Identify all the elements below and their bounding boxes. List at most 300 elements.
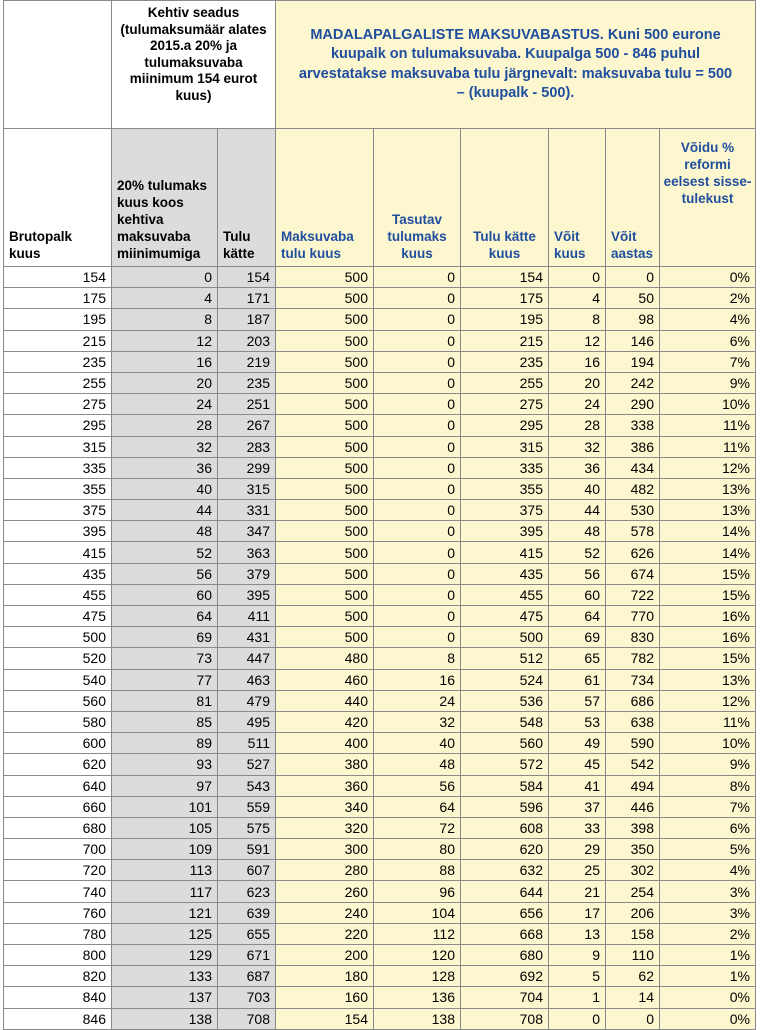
cell-gain-month: 33 (549, 817, 606, 838)
tax-table (3, 0, 756, 1030)
cell-tax-free-income: 460 (276, 669, 374, 690)
cell-gain-percent: 14% (660, 542, 756, 563)
cell-gain-year: 302 (606, 860, 660, 881)
cell-payable-tax: 40 (374, 733, 461, 754)
cell-gain-month: 28 (549, 415, 606, 436)
cell-brutopalk: 820 (4, 966, 112, 987)
table-row (4, 267, 756, 288)
cell-gain-year: 254 (606, 881, 660, 902)
cell-payable-tax: 88 (374, 860, 461, 881)
cell-current-net: 591 (218, 839, 276, 860)
table-row (4, 902, 756, 923)
cell-net-income: 175 (461, 288, 549, 309)
cell-gain-percent: 0% (660, 987, 756, 1008)
cell-brutopalk: 435 (4, 563, 112, 584)
cell-current-tax: 121 (112, 902, 218, 923)
cell-net-income: 548 (461, 711, 549, 732)
cell-brutopalk: 700 (4, 839, 112, 860)
cell-current-tax: 93 (112, 754, 218, 775)
cell-gain-month: 21 (549, 881, 606, 902)
cell-tax-free-income: 480 (276, 648, 374, 669)
table-row (4, 1008, 756, 1029)
cell-gain-year: 578 (606, 521, 660, 542)
cell-gain-month: 61 (549, 669, 606, 690)
cell-net-income: 395 (461, 521, 549, 542)
cell-current-tax: 105 (112, 817, 218, 838)
cell-current-tax: 44 (112, 500, 218, 521)
cell-current-net: 511 (218, 733, 276, 754)
cell-current-net: 703 (218, 987, 276, 1008)
cell-net-income: 656 (461, 902, 549, 923)
cell-brutopalk: 455 (4, 584, 112, 605)
cell-net-income: 608 (461, 817, 549, 838)
cell-current-net: 171 (218, 288, 276, 309)
cell-payable-tax: 0 (374, 457, 461, 478)
cell-gain-month: 37 (549, 796, 606, 817)
cell-payable-tax: 96 (374, 881, 461, 902)
table-row (4, 500, 756, 521)
cell-gain-percent: 6% (660, 330, 756, 351)
cell-current-net: 655 (218, 923, 276, 944)
cell-gain-year: 350 (606, 839, 660, 860)
cell-gain-percent: 8% (660, 775, 756, 796)
cell-current-tax: 69 (112, 627, 218, 648)
table-row (4, 775, 756, 796)
cell-gain-percent: 1% (660, 945, 756, 966)
cell-gain-month: 53 (549, 711, 606, 732)
cell-net-income: 315 (461, 436, 549, 457)
cell-gain-month: 13 (549, 923, 606, 944)
cell-current-tax: 101 (112, 796, 218, 817)
table-row (4, 966, 756, 987)
cell-brutopalk: 295 (4, 415, 112, 436)
cell-net-income: 692 (461, 966, 549, 987)
cell-brutopalk: 740 (4, 881, 112, 902)
col-header-brutopalk: Brutopalk kuus (4, 129, 112, 267)
cell-current-tax: 4 (112, 288, 218, 309)
table-row (4, 478, 756, 499)
cell-tax-free-income: 500 (276, 288, 374, 309)
cell-brutopalk: 215 (4, 330, 112, 351)
cell-gain-year: 542 (606, 754, 660, 775)
cell-net-income: 195 (461, 309, 549, 330)
cell-current-net: 347 (218, 521, 276, 542)
cell-gain-month: 29 (549, 839, 606, 860)
cell-gain-percent: 5% (660, 839, 756, 860)
cell-current-tax: 60 (112, 584, 218, 605)
cell-tax-free-income: 340 (276, 796, 374, 817)
cell-net-income: 335 (461, 457, 549, 478)
cell-current-tax: 52 (112, 542, 218, 563)
cell-current-net: 395 (218, 584, 276, 605)
cell-current-net: 687 (218, 966, 276, 987)
cell-gain-percent: 0% (660, 267, 756, 288)
cell-current-net: 154 (218, 267, 276, 288)
cell-tax-free-income: 500 (276, 521, 374, 542)
cell-payable-tax: 32 (374, 711, 461, 732)
cell-tax-free-income: 500 (276, 415, 374, 436)
cell-payable-tax: 0 (374, 563, 461, 584)
table-row (4, 415, 756, 436)
cell-current-tax: 32 (112, 436, 218, 457)
cell-payable-tax: 0 (374, 542, 461, 563)
cell-net-income: 455 (461, 584, 549, 605)
cell-net-income: 704 (461, 987, 549, 1008)
cell-current-net: 187 (218, 309, 276, 330)
cell-net-income: 475 (461, 606, 549, 627)
cell-brutopalk: 154 (4, 267, 112, 288)
cell-gain-month: 65 (549, 648, 606, 669)
cell-payable-tax: 104 (374, 902, 461, 923)
cell-payable-tax: 0 (374, 521, 461, 542)
cell-gain-month: 60 (549, 584, 606, 605)
cell-tax-free-income: 400 (276, 733, 374, 754)
cell-tax-free-income: 500 (276, 457, 374, 478)
col-header-gain-year: Võit aastas (606, 129, 660, 267)
cell-net-income: 708 (461, 1008, 549, 1029)
cell-tax-free-income: 300 (276, 839, 374, 860)
cell-brutopalk: 540 (4, 669, 112, 690)
cell-tax-free-income: 500 (276, 542, 374, 563)
cell-current-tax: 0 (112, 267, 218, 288)
table-row (4, 330, 756, 351)
cell-current-net: 283 (218, 436, 276, 457)
col-header-gain-month: Võit kuus (549, 129, 606, 267)
cell-brutopalk: 660 (4, 796, 112, 817)
cell-gain-month: 5 (549, 966, 606, 987)
cell-gain-month: 48 (549, 521, 606, 542)
cell-current-net: 379 (218, 563, 276, 584)
cell-gain-percent: 11% (660, 415, 756, 436)
table-row (4, 372, 756, 393)
table-row (4, 923, 756, 944)
cell-current-tax: 81 (112, 690, 218, 711)
cell-payable-tax: 0 (374, 436, 461, 457)
cell-current-net: 299 (218, 457, 276, 478)
cell-gain-year: 158 (606, 923, 660, 944)
cell-payable-tax: 56 (374, 775, 461, 796)
cell-brutopalk: 415 (4, 542, 112, 563)
cell-brutopalk: 600 (4, 733, 112, 754)
cell-current-tax: 20 (112, 372, 218, 393)
cell-gain-year: 686 (606, 690, 660, 711)
cell-gain-month: 24 (549, 394, 606, 415)
cell-current-net: 431 (218, 627, 276, 648)
cell-payable-tax: 0 (374, 584, 461, 605)
cell-gain-month: 25 (549, 860, 606, 881)
cell-payable-tax: 80 (374, 839, 461, 860)
cell-brutopalk: 560 (4, 690, 112, 711)
cell-payable-tax: 48 (374, 754, 461, 775)
cell-gain-year: 338 (606, 415, 660, 436)
cell-net-income: 415 (461, 542, 549, 563)
cell-brutopalk: 500 (4, 627, 112, 648)
cell-gain-year: 530 (606, 500, 660, 521)
col-header-payable-tax: Tasutav tulumaks kuus (374, 129, 461, 267)
cell-gain-percent: 9% (660, 754, 756, 775)
cell-net-income: 154 (461, 267, 549, 288)
cell-gain-percent: 7% (660, 796, 756, 817)
cell-brutopalk: 780 (4, 923, 112, 944)
cell-gain-year: 14 (606, 987, 660, 1008)
cell-current-net: 363 (218, 542, 276, 563)
cell-tax-free-income: 500 (276, 563, 374, 584)
cell-net-income: 620 (461, 839, 549, 860)
cell-gain-month: 4 (549, 288, 606, 309)
cell-tax-free-income: 160 (276, 987, 374, 1008)
cell-net-income: 355 (461, 478, 549, 499)
cell-gain-percent: 9% (660, 372, 756, 393)
table-row (4, 754, 756, 775)
cell-gain-year: 0 (606, 1008, 660, 1029)
cell-current-tax: 85 (112, 711, 218, 732)
cell-gain-year: 206 (606, 902, 660, 923)
cell-tax-free-income: 380 (276, 754, 374, 775)
cell-gain-year: 194 (606, 351, 660, 372)
cell-net-income: 215 (461, 330, 549, 351)
cell-gain-year: 62 (606, 966, 660, 987)
cell-current-tax: 56 (112, 563, 218, 584)
cell-current-net: 708 (218, 1008, 276, 1029)
cell-tax-free-income: 500 (276, 500, 374, 521)
cell-payable-tax: 64 (374, 796, 461, 817)
cell-brutopalk: 355 (4, 478, 112, 499)
col-header-tax-free-income: Maksuvaba tulu kuus (276, 129, 374, 267)
cell-payable-tax: 0 (374, 500, 461, 521)
cell-gain-year: 50 (606, 288, 660, 309)
cell-net-income: 644 (461, 881, 549, 902)
cell-tax-free-income: 280 (276, 860, 374, 881)
cell-gain-year: 638 (606, 711, 660, 732)
cell-gain-percent: 12% (660, 690, 756, 711)
cell-gain-percent: 15% (660, 584, 756, 605)
cell-gain-year: 734 (606, 669, 660, 690)
cell-payable-tax: 138 (374, 1008, 461, 1029)
cell-current-net: 639 (218, 902, 276, 923)
cell-brutopalk: 720 (4, 860, 112, 881)
cell-tax-free-income: 240 (276, 902, 374, 923)
cell-gain-year: 482 (606, 478, 660, 499)
cell-current-tax: 16 (112, 351, 218, 372)
table-row (4, 309, 756, 330)
table-row (4, 457, 756, 478)
cell-brutopalk: 620 (4, 754, 112, 775)
cell-current-net: 235 (218, 372, 276, 393)
col-header-current-net: Tulu kätte (218, 129, 276, 267)
table-row (4, 817, 756, 838)
cell-net-income: 235 (461, 351, 549, 372)
cell-current-net: 543 (218, 775, 276, 796)
cell-brutopalk: 680 (4, 817, 112, 838)
cell-net-income: 584 (461, 775, 549, 796)
cell-gain-month: 56 (549, 563, 606, 584)
cell-gain-year: 0 (606, 267, 660, 288)
cell-gain-month: 45 (549, 754, 606, 775)
cell-brutopalk: 580 (4, 711, 112, 732)
cell-current-tax: 117 (112, 881, 218, 902)
cell-current-tax: 8 (112, 309, 218, 330)
cell-gain-month: 12 (549, 330, 606, 351)
cell-gain-year: 590 (606, 733, 660, 754)
cell-current-tax: 12 (112, 330, 218, 351)
cell-current-tax: 48 (112, 521, 218, 542)
cell-gain-percent: 2% (660, 923, 756, 944)
cell-gain-percent: 2% (660, 288, 756, 309)
cell-payable-tax: 0 (374, 478, 461, 499)
cell-tax-free-income: 320 (276, 817, 374, 838)
cell-gain-year: 242 (606, 372, 660, 393)
cell-current-net: 607 (218, 860, 276, 881)
cell-gain-month: 0 (549, 1008, 606, 1029)
cell-current-tax: 40 (112, 478, 218, 499)
table-row (4, 521, 756, 542)
col-header-gain-percent: Võidu % reformi eelsest sisse-tulekust (660, 129, 756, 267)
cell-brutopalk: 846 (4, 1008, 112, 1029)
cell-gain-year: 290 (606, 394, 660, 415)
cell-current-net: 267 (218, 415, 276, 436)
cell-tax-free-income: 500 (276, 584, 374, 605)
table-row (4, 606, 756, 627)
col-header-current-tax: 20% tulumaks kuus koos kehtiva maksuvaba miinimumiga (112, 129, 218, 267)
cell-gain-percent: 16% (660, 627, 756, 648)
cell-net-income: 375 (461, 500, 549, 521)
table-row (4, 796, 756, 817)
cell-net-income: 500 (461, 627, 549, 648)
cell-gain-percent: 15% (660, 648, 756, 669)
cell-current-net: 527 (218, 754, 276, 775)
table-row (4, 563, 756, 584)
table-row (4, 288, 756, 309)
table-row (4, 542, 756, 563)
cell-brutopalk: 175 (4, 288, 112, 309)
table-row (4, 669, 756, 690)
cell-current-tax: 133 (112, 966, 218, 987)
cell-brutopalk: 335 (4, 457, 112, 478)
cell-brutopalk: 800 (4, 945, 112, 966)
cell-payable-tax: 0 (374, 415, 461, 436)
cell-brutopalk: 195 (4, 309, 112, 330)
cell-payable-tax: 136 (374, 987, 461, 1008)
cell-current-tax: 24 (112, 394, 218, 415)
cell-current-tax: 64 (112, 606, 218, 627)
cell-gain-percent: 3% (660, 902, 756, 923)
cell-tax-free-income: 500 (276, 394, 374, 415)
cell-payable-tax: 0 (374, 330, 461, 351)
cell-gain-year: 830 (606, 627, 660, 648)
cell-current-net: 315 (218, 478, 276, 499)
table-row (4, 881, 756, 902)
cell-gain-percent: 7% (660, 351, 756, 372)
cell-net-income: 524 (461, 669, 549, 690)
cell-current-net: 495 (218, 711, 276, 732)
cell-gain-month: 16 (549, 351, 606, 372)
cell-gain-year: 146 (606, 330, 660, 351)
cell-gain-percent: 4% (660, 309, 756, 330)
cell-payable-tax: 8 (374, 648, 461, 669)
cell-tax-free-income: 500 (276, 309, 374, 330)
cell-current-net: 331 (218, 500, 276, 521)
cell-payable-tax: 112 (374, 923, 461, 944)
cell-current-net: 575 (218, 817, 276, 838)
cell-gain-year: 770 (606, 606, 660, 627)
cell-current-tax: 36 (112, 457, 218, 478)
table-row (4, 436, 756, 457)
cell-gain-year: 722 (606, 584, 660, 605)
cell-payable-tax: 72 (374, 817, 461, 838)
cell-gain-month: 49 (549, 733, 606, 754)
cell-tax-free-income: 180 (276, 966, 374, 987)
cell-tax-free-income: 500 (276, 330, 374, 351)
cell-current-net: 671 (218, 945, 276, 966)
cell-gain-year: 446 (606, 796, 660, 817)
cell-payable-tax: 0 (374, 372, 461, 393)
cell-gain-month: 57 (549, 690, 606, 711)
cell-gain-year: 110 (606, 945, 660, 966)
cell-net-income: 632 (461, 860, 549, 881)
table-row (4, 860, 756, 881)
table-row (4, 394, 756, 415)
cell-current-tax: 77 (112, 669, 218, 690)
table-row (4, 945, 756, 966)
cell-current-net: 623 (218, 881, 276, 902)
cell-gain-year: 98 (606, 309, 660, 330)
cell-net-income: 512 (461, 648, 549, 669)
spreadsheet (3, 0, 756, 1030)
cell-payable-tax: 0 (374, 351, 461, 372)
cell-tax-free-income: 154 (276, 1008, 374, 1029)
cell-gain-month: 69 (549, 627, 606, 648)
cell-payable-tax: 16 (374, 669, 461, 690)
cell-current-tax: 113 (112, 860, 218, 881)
cell-tax-free-income: 500 (276, 267, 374, 288)
cell-brutopalk: 520 (4, 648, 112, 669)
cell-gain-percent: 1% (660, 966, 756, 987)
cell-gain-month: 17 (549, 902, 606, 923)
cell-current-net: 203 (218, 330, 276, 351)
cell-current-tax: 97 (112, 775, 218, 796)
cell-brutopalk: 475 (4, 606, 112, 627)
cell-tax-free-income: 220 (276, 923, 374, 944)
cell-payable-tax: 24 (374, 690, 461, 711)
cell-current-net: 479 (218, 690, 276, 711)
cell-gain-percent: 0% (660, 1008, 756, 1029)
cell-net-income: 536 (461, 690, 549, 711)
cell-gain-month: 44 (549, 500, 606, 521)
cell-current-tax: 129 (112, 945, 218, 966)
cell-current-tax: 138 (112, 1008, 218, 1029)
cell-gain-month: 32 (549, 436, 606, 457)
cell-gain-month: 0 (549, 267, 606, 288)
cell-tax-free-income: 500 (276, 351, 374, 372)
cell-brutopalk: 840 (4, 987, 112, 1008)
cell-gain-percent: 11% (660, 436, 756, 457)
cell-gain-percent: 4% (660, 860, 756, 881)
cell-net-income: 275 (461, 394, 549, 415)
table-body (4, 267, 756, 1030)
cell-gain-month: 1 (549, 987, 606, 1008)
cell-current-tax: 125 (112, 923, 218, 944)
cell-net-income: 572 (461, 754, 549, 775)
cell-net-income: 295 (461, 415, 549, 436)
cell-payable-tax: 120 (374, 945, 461, 966)
cell-gain-year: 434 (606, 457, 660, 478)
cell-tax-free-income: 500 (276, 606, 374, 627)
cell-tax-free-income: 500 (276, 627, 374, 648)
cell-payable-tax: 0 (374, 627, 461, 648)
table-row (4, 839, 756, 860)
table-row (4, 648, 756, 669)
cell-brutopalk: 255 (4, 372, 112, 393)
